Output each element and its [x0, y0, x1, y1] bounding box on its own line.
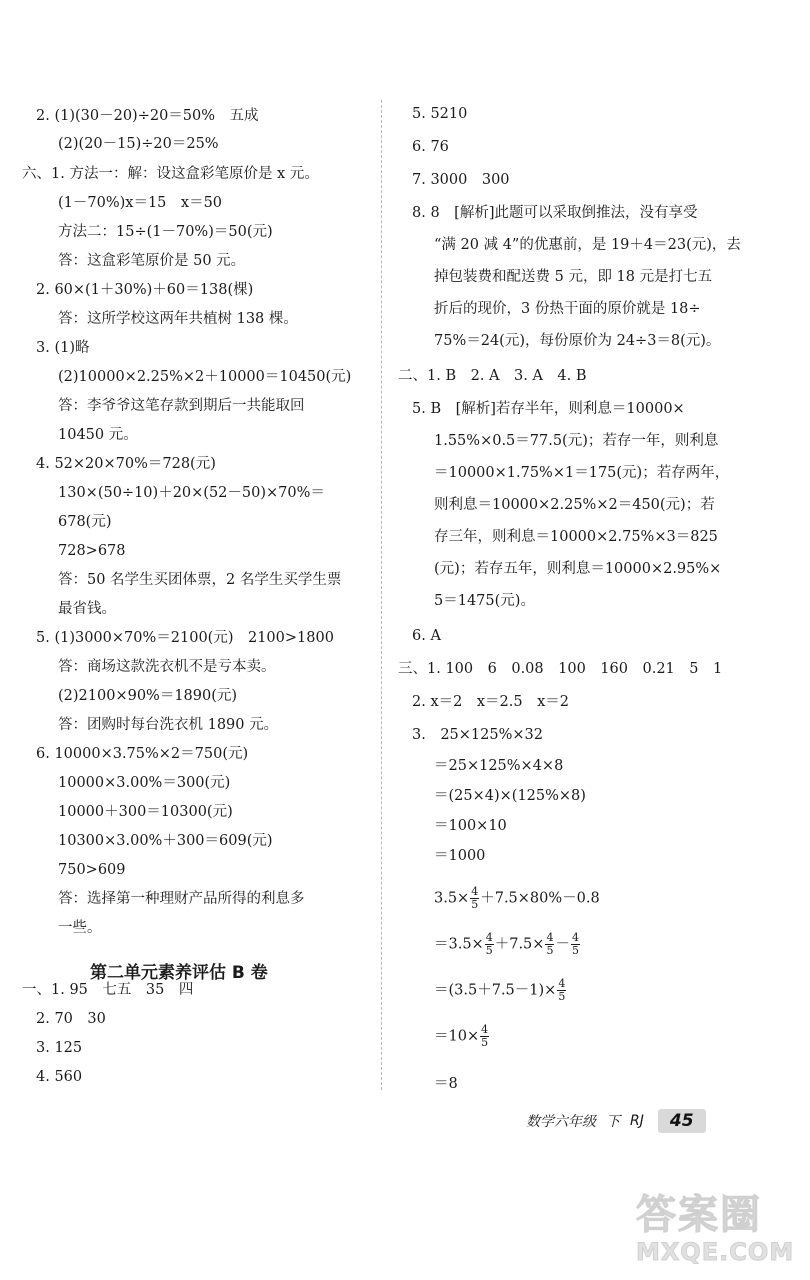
fraction: $\frac{4}{5}$	[471, 885, 479, 911]
answer-line: 678(元)	[58, 514, 112, 530]
fraction: $\frac{4}{5}$	[558, 977, 566, 1003]
answer-line: 二、1. B 2. A 3. A 4. B	[398, 368, 587, 384]
footer-term: 下	[606, 1114, 620, 1130]
answer-line: 最省钱。	[58, 601, 116, 617]
answer-line: ＝25×125%×4×8	[434, 758, 564, 774]
answer-line: (2)(20－15)÷20＝25%	[58, 136, 219, 152]
answer-line: 2. (1)(30－20)÷20＝50% 五成	[36, 108, 259, 124]
answer-line: 方法二：15÷(1－70%)＝50(元)	[58, 224, 273, 240]
answer-line: (2)2100×90%＝1890(元)	[58, 688, 238, 704]
answer-line: 存三年，则利息＝10000×2.75%×3＝825	[434, 529, 718, 545]
answer-line: 答：这所学校这两年共植树 138 棵。	[58, 311, 298, 327]
answer-line: 则利息＝10000×2.25%×2＝450(元)；若	[434, 497, 715, 513]
answer-line: 750>609	[58, 862, 126, 878]
answer-line: 10000×3.00%＝300(元)	[58, 775, 231, 791]
expr-line-3: ＝(3.5＋7.5－1)× $\frac{4}{5}$	[434, 977, 566, 1003]
answer-line: 2. x＝2 x＝2.5 x＝2	[412, 694, 569, 710]
answer-line: 掉包装费和配送费 5 元，即 18 元是打七五	[434, 269, 713, 285]
answer-line: 8. 8 [解析]此题可以采取倒推法，没有享受	[412, 205, 698, 221]
answer-line: 答：50 名学生买团体票，2 名学生买学生票	[58, 572, 342, 588]
answer-line: 6. 10000×3.75%×2＝750(元)	[36, 746, 249, 762]
answer-line: 5. B [解析]若存半年，则利息＝10000×	[412, 401, 685, 417]
footer-subject: 数学六年级	[526, 1114, 596, 1130]
answer-line: 一、1. 95 七五 35 四	[22, 982, 194, 998]
answer-line: 答：商场这款洗衣机不是亏本卖。	[58, 659, 276, 675]
answer-line: 3. 125	[36, 1040, 83, 1056]
answer-line: 4. 560	[36, 1069, 83, 1085]
page-footer	[526, 1108, 716, 1134]
expr-line-1: 3.5× $\frac{4}{5}$ ＋7.5×80%－0.8	[434, 885, 600, 911]
answer-line: 130×(50÷10)＋20×(52－50)×70%＝	[58, 485, 325, 501]
fraction: $\frac{4}{5}$	[571, 931, 579, 957]
answer-line: 10000＋300＝10300(元)	[58, 804, 233, 820]
answer-line: 728>678	[58, 543, 126, 559]
answer-line: 10300×3.00%＋300＝609(元)	[58, 833, 273, 849]
answer-line: “满 20 减 4”的优惠前，是 19＋4＝23(元)，去	[434, 237, 741, 253]
answer-line: 6. A	[412, 628, 441, 644]
answer-line: ＝100×10	[434, 818, 507, 834]
fraction: $\frac{4}{5}$	[546, 931, 554, 957]
footer-edition: RJ	[630, 1113, 644, 1129]
answer-line: ＝(25×4)×(125%×8)	[434, 788, 586, 804]
answer-line: 三、1. 100 6 0.08 100 160 0.21 5 1	[398, 661, 723, 677]
watermark-url: MXQE.COM	[636, 1238, 795, 1266]
answer-line: 六、1. 方法一：解：设这盒彩笔原价是 x 元。	[22, 166, 319, 182]
fraction: $\frac{4}{5}$	[481, 1023, 489, 1049]
expr-line-2: ＝3.5× $\frac{4}{5}$ ＋7.5× $\frac{4}{5}$ － $\frac{4}{5}$	[434, 931, 579, 957]
answer-line: (2)10000×2.25%×2＋10000＝10450(元)	[58, 369, 352, 385]
answer-line: 2. 70 30	[36, 1011, 106, 1027]
answer-line: 5. 5210	[412, 106, 468, 122]
watermark-logo-text: 答案圈	[636, 1192, 762, 1238]
watermark-logo	[636, 1192, 804, 1276]
column-divider	[381, 100, 382, 1090]
answer-line: ＝10000×1.75%×1＝175(元)；若存两年，	[434, 465, 730, 481]
answer-line: 2. 60×(1＋30%)＋60＝138(棵)	[36, 282, 254, 298]
unit-title: 第二单元素养评估 B 卷	[90, 963, 268, 983]
answer-line: 6. 76	[412, 139, 449, 155]
answer-line: 答：这盒彩笔原价是 50 元。	[58, 253, 246, 269]
page-number: 45	[658, 1109, 706, 1133]
answer-line: (1－70%)x＝15 x＝50	[58, 195, 223, 211]
answer-line: 答：李爷爷这笔存款到期后一共能取回	[58, 398, 305, 414]
expr-line-4: ＝10× $\frac{4}{5}$	[434, 1023, 489, 1049]
answer-line: 一些。	[58, 920, 102, 936]
fraction: $\frac{4}{5}$	[485, 931, 493, 957]
answer-line: 3. (1)略	[36, 340, 90, 356]
answer-line: 5. (1)3000×70%＝2100(元) 2100>1800	[36, 630, 334, 646]
answer-line: 75%＝24(元)，每份原价为 24÷3＝8(元)。	[434, 333, 721, 349]
answer-line: 3. 25×125%×32	[412, 727, 543, 743]
answer-line: 10450 元。	[58, 427, 138, 443]
expr-line-5: ＝8	[434, 1076, 458, 1092]
answer-line: 折后的现价，3 份热干面的原价就是 18÷	[434, 301, 701, 317]
answer-line: 7. 3000 300	[412, 172, 510, 188]
answer-line: 答：团购时每台洗衣机 1890 元。	[58, 717, 279, 733]
answer-line: 4. 52×20×70%＝728(元)	[36, 456, 216, 472]
answer-line: 答：选择第一种理财产品所得的利息多	[58, 891, 305, 907]
answer-line: 1.55%×0.5＝77.5(元)；若存一年，则利息	[434, 433, 719, 449]
answer-line: ＝1000	[434, 848, 486, 864]
answer-line: (元)；若存五年，则利息＝10000×2.95%×	[434, 561, 722, 577]
answer-line: 5＝1475(元)。	[434, 593, 535, 609]
